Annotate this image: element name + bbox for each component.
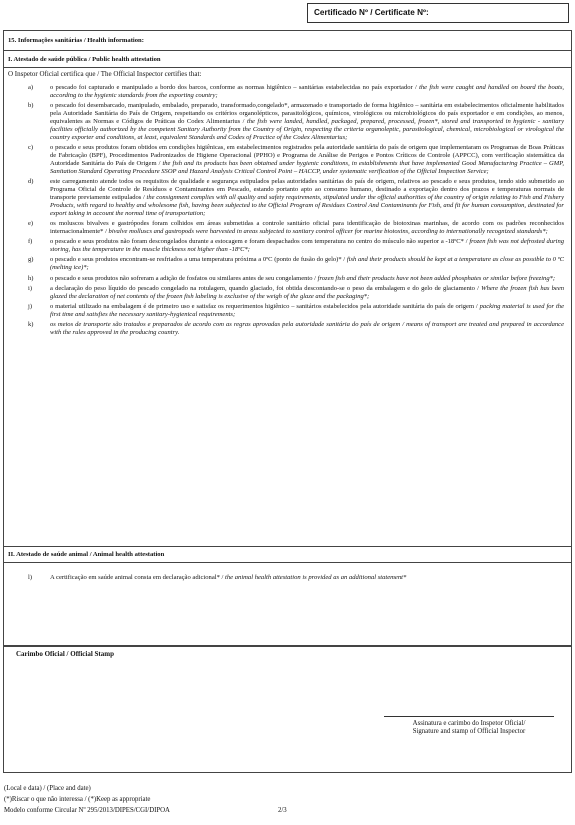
item-text-en: fish and their products should be kept at a temperature as close as possible to 0 ºC (melting ice)*; [50,256,564,272]
item-label: j) [28,303,32,311]
part-2-title: II. Atestado de saúde animal / Animal health attestation [8,551,165,558]
list-item [28,275,564,283]
item-label: i) [28,284,32,292]
item-text-en: the animal health attestation is provided as an additional statement* [225,574,407,581]
strike-note: (*)Riscar o que não interessa / (*)Keep as appropriate [4,796,151,803]
list-item [28,238,564,254]
item-text-en: os meios de transporte são tratados e preparados de acordo com as regras aprovadas pela autoridade sanitária do país de origem / means of transport are treated and prepared in accordance with the rules approved in the producing country. [50,321,564,337]
item-text-pt: o pescado foi desembarcado, manipulado, embalado, preparado, transformado,congelado*, armazenado e transportado de forma higiênico – sanitária em estabelecimentos oficialmente habilitados pela Autoridade Sanitária do País de Origem, respeitando os critérios organolépticos, parasitológicos, químicos, virológicos ou microbiológicos do país exportador e em condições, ao menos, equivalentes as Normas e Códigos de Práticas do Codex Alimentarius / [50,102,564,126]
item-label: l) [28,574,33,581]
item-text-pt: o pescado e seus produtos não foram descongelados durante a estocagem e foram despachados com temperatura no centro do músculo não superior a -18ºC* / [50,238,468,246]
signature-caption-line: Signature and stamp of Official Inspector [412,728,526,736]
item-text-pt: o pescado e seus produtos foram obtidos em condições higiênicas, em estabelecimentos registrados pela autoridade sanitária do país de origem que implementaram os Programas de Boas Práticas de Fabricação (BPF), Procedimentos Padronizados de Higiene Operacional (PPHO) e Programa de Análise de Perigos e Pontos Críticos de Controle (APPCC), com verificação sistemática da Autoridade Sanitária do País de Origem / [50,144,564,167]
list-item [28,84,564,100]
item-label: a) [28,84,34,91]
place-date-label: (Local e data) / (Place and date) [4,785,91,792]
item-text-en: bivalve molluscs and gastropods were harvested in areas subjected to sanitary control officer for marine biotoxins, according to internationally recognized standards*; [108,227,548,235]
item-text-en: the fish were landed, handled, packaged, prepared, processed, frozen*, stored and transported in hygienic - sanitary facilities officially authorized by the competent Sanitary Authority from the Country of Origin, respecting the criteria organoleptic, parasitological, chemical, microbiological or virological the country exporter and conditions, at least, equivalent Standards and Codes of Practice of the Codex Alimentarius; [50,118,564,141]
list-item [28,102,564,142]
list-item [28,178,564,218]
item-text-pt: o pescado foi capturado e manipulado a bordo dos barcos, conforme as normas higiênico – sanitárias estabelecidas no país exportador / [50,84,417,91]
item-text-en: frozen fish was not defrosted during storing, has the temperature in the muscle thickness not higher than -18ºC*; [50,238,565,254]
list-item [28,220,564,236]
item-text-en: the consignment complies with all quality and safety requirements, stipulated under the official authorities of the country of origin relating to Fish and Fishery Products, with regard to healthy and wholesome fish, having been subjected to the Official Program of Residues Control And Contaminants for Fish, and fit for human consumption, destinated for export taking in account the normal time of transportation; [50,193,564,217]
list-item [28,144,564,176]
list-item [28,321,564,337]
divider [3,67,572,68]
item-text-pt: A certificação em saúde animal consta em declaração adicional* / [50,574,224,581]
item-text-pt: este carregamento atende todos os requisitos de qualidade e segurança estipulados pelas autoridades sanitárias do país de origem, relativos ao pescado e seus produtos, tendo sido submetido ao Programa Oficial de Controle de Resíduos e Contaminantes em Pescado, estando portanto apto ao consumo humano, destinado a exportação dentro dos prazos e temperaturas normais de transporte previamente estipulados / [50,178,564,201]
certificate-number-box [307,3,569,23]
item-text-en: frozen fish and their products have not been added phosphates or similar before freezing*; [317,274,556,282]
page-number: 2/3 [278,807,287,814]
signature-line [384,716,554,717]
divider [3,50,572,51]
item-text-pt: a declaração do peso líquido do pescado congelado na rotulagem, quando glaciado, foi obtida descontando-se o peso da embalagem e do gelo de glaciamento / [50,284,479,292]
item-label: b) [28,102,34,110]
official-stamp-title: Carimbo Oficial / Official Stamp [16,650,114,658]
divider [3,546,572,547]
certificate-number-label: Certificado Nº / Certificate Nº: [314,8,429,17]
list-item [28,303,564,319]
intro-statement: O Inspetor Oficial certifica que / The Official Inspector certifies that: [8,70,202,78]
item-label: e) [28,220,34,228]
item-text-pt: o material utilizado na embalagem é de primeiro uso e satisfaz os requerimentos higiênico – sanitários estabelecidos pela autoridade sanitária do país de origem / [50,303,478,311]
official-stamp-box [3,646,572,773]
item-text-en: the fish were caught and handled on board the boats, according to the hygienic standards from the exporting country; [50,84,564,99]
list-item [28,285,564,301]
item-label: d) [28,178,34,186]
signature-caption [384,720,554,737]
item-label: f) [28,238,33,246]
item-label: c) [28,144,34,152]
attestation-list [28,84,564,340]
item-label: k) [28,321,34,329]
divider [3,562,572,563]
item-text-en: packing material is used for the first time and satisfies the necessary sanitary-hygienical requirements; [50,303,564,319]
part-1-title: I. Atestado de saúde pública / Public health attestation [8,56,161,63]
item-text-pt: o pescado e seus produtos não sofreram a adição de fosfatos ou similares antes de seu congelamento / [50,274,316,282]
item-text-pt: os moluscos bivalves e gastrópodes foram colhidos em áreas submetidas a controle sanitário oficial para identificação de biotoxinas marinhas, de acordo com os padrões reconhecidos internacionalmente* / [50,220,564,235]
item-text-en: Where the frozen fish has been glazed the declaration of net contents of the frozen fish labeling is exclusive of the weigh of the glaze and the packaging*; [50,284,565,300]
item-label: h) [28,274,34,282]
model-note: Modelo conforme Circular Nº 295/2013/DIPES/CGI/DIPOA [4,807,170,814]
item-label: g) [28,256,34,264]
list-item [28,574,564,582]
item-text-en: the fish and its products has been obtained under hygienic conditions, in establishments that have implemented Good Manufacturing Practice – GMP, Sanitation Standard Operating Procedure SSOP and Hazard Analysis Critical Control Point – HACCP, under systematic verification of the Official Inspection Service; [50,159,565,175]
item-text-pt: o pescado e seus produtos encontram-se resfriados a uma temperatura próxima a 0ºC (ponto de fusão do gelo)* / [50,256,346,264]
list-item [28,256,564,272]
section-15-title: 15. Informações sanitárias / Health information: [8,37,144,44]
signature-caption-line: Assinatura e carimbo do Inspetor Oficial/ [412,720,526,727]
